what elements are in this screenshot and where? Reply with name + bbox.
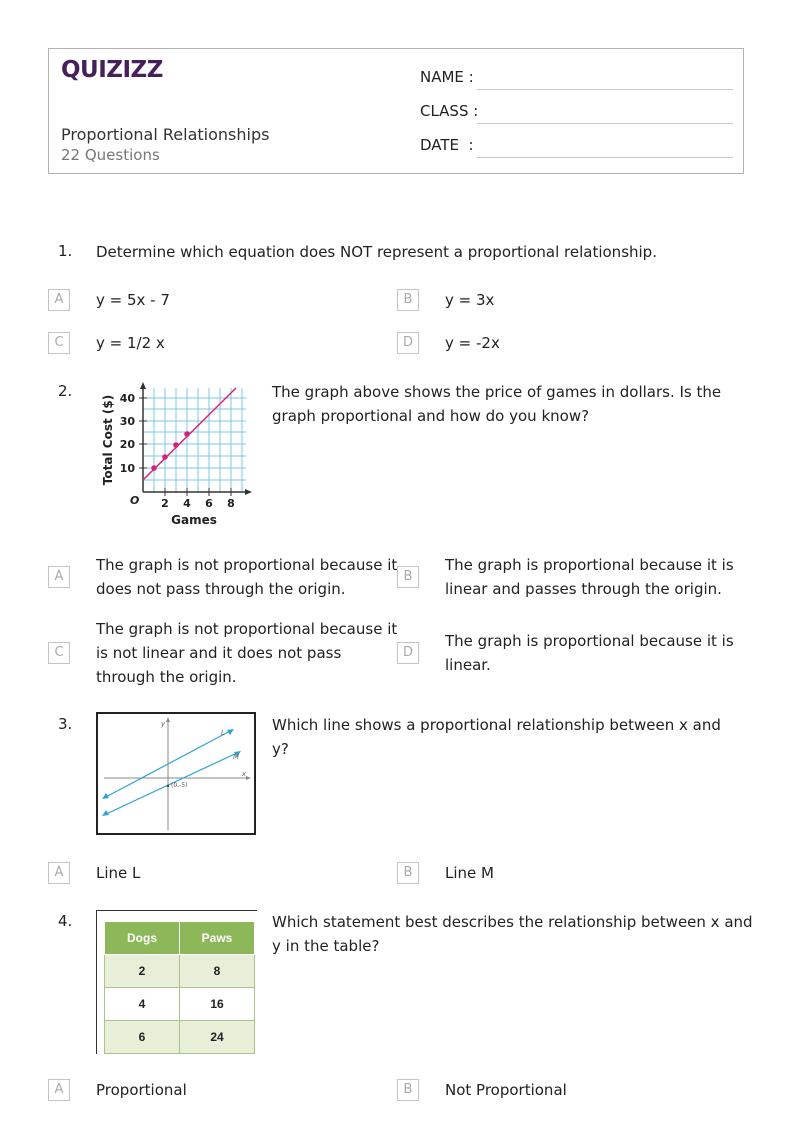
option-d-text: y = -2x [445, 334, 500, 352]
option-a-box[interactable]: A [48, 289, 70, 311]
line-l-label: L [221, 729, 225, 737]
option-d-text: The graph is proportional because it is linear. [445, 632, 734, 674]
y-axis-label: Total Cost ($) [101, 394, 115, 486]
option-a-text: Line L [96, 864, 141, 882]
question-text: Which statement best describes the relationship between x and y in the table? [272, 913, 753, 955]
y-tick-label: 20 [119, 438, 135, 451]
date-field[interactable] [477, 156, 733, 158]
y-tick-label: 40 [119, 392, 135, 405]
data-point [162, 454, 168, 460]
table-header: Paws [180, 922, 255, 955]
quizizz-logo: QUIZIZZ [61, 57, 163, 83]
price-graph [96, 380, 261, 532]
date-label: DATE : [420, 136, 474, 154]
x-tick-label: 4 [183, 497, 191, 510]
table-cell: 16 [180, 988, 255, 1021]
question-text: Determine which equation does NOT represent a proportional relationship. [96, 243, 657, 261]
origin-label: O [130, 494, 140, 507]
data-point [151, 465, 157, 471]
data-point [173, 442, 179, 448]
name-label: NAME : [420, 68, 474, 86]
class-label: CLASS : [420, 102, 479, 120]
question-number: 3. [58, 715, 73, 733]
option-d-box[interactable]: D [397, 332, 419, 354]
option-c-box[interactable]: C [48, 642, 70, 664]
option-a-box[interactable]: A [48, 862, 70, 884]
option-b-text: The graph is proportional because it is linear and passes through the origin. [445, 556, 734, 598]
table-cell: 24 [180, 1021, 255, 1054]
question-text: The graph above shows the price of games in dollars. Is the graph proportional and how do you know? [272, 383, 722, 425]
option-c-box[interactable]: C [48, 332, 70, 354]
question-text: Which line shows a proportional relationship between x and y? [272, 716, 721, 758]
table-cell: 6 [105, 1021, 180, 1054]
option-b-text: Line M [445, 864, 494, 882]
option-b-box[interactable]: B [397, 566, 419, 588]
class-field[interactable] [477, 122, 733, 124]
y-tick-label: 10 [119, 462, 135, 475]
y-tick-label: 30 [119, 415, 135, 428]
option-a-text: The graph is not proportional because it does not pass through the origin. [96, 556, 398, 598]
option-a-box[interactable]: A [48, 1079, 70, 1101]
option-a-box[interactable]: A [48, 566, 70, 588]
option-a-text: Proportional [96, 1081, 187, 1099]
table-cell: 4 [105, 988, 180, 1021]
worksheet-title: Proportional Relationships [61, 125, 270, 144]
x-axis-label: x [242, 770, 247, 778]
data-point [184, 431, 190, 437]
dogs-paws-table [104, 921, 255, 1054]
question-count: 22 Questions [61, 146, 160, 164]
option-b-box[interactable]: B [397, 1079, 419, 1101]
option-d-box[interactable]: D [397, 642, 419, 664]
question-number: 1. [58, 242, 73, 260]
table-cell: 2 [105, 955, 180, 988]
option-b-text: Not Proportional [445, 1081, 567, 1099]
question-number: 4. [58, 912, 73, 930]
table-cell: 8 [180, 955, 255, 988]
option-c-text: y = 1/2 x [96, 334, 165, 352]
x-tick-label: 8 [227, 497, 235, 510]
graph-grid [143, 388, 246, 492]
option-b-box[interactable]: B [397, 862, 419, 884]
line-m-label: M [233, 753, 240, 761]
name-field[interactable] [477, 88, 733, 90]
table-header: Dogs [105, 922, 180, 955]
point-label: (0,-5) [171, 782, 188, 789]
x-tick-label: 6 [205, 497, 213, 510]
x-axis-label: Games [171, 513, 217, 527]
option-c-text: The graph is not proportional because it is not linear and it does not pass through the origin. [96, 620, 398, 686]
option-b-box[interactable]: B [397, 289, 419, 311]
x-tick-label: 2 [161, 497, 169, 510]
question-number: 2. [58, 382, 73, 400]
y-axis-label: y [161, 720, 166, 728]
table-figure [96, 910, 257, 1054]
option-b-text: y = 3x [445, 291, 495, 309]
lines-figure [96, 712, 256, 835]
option-a-text: y = 5x - 7 [96, 291, 170, 309]
